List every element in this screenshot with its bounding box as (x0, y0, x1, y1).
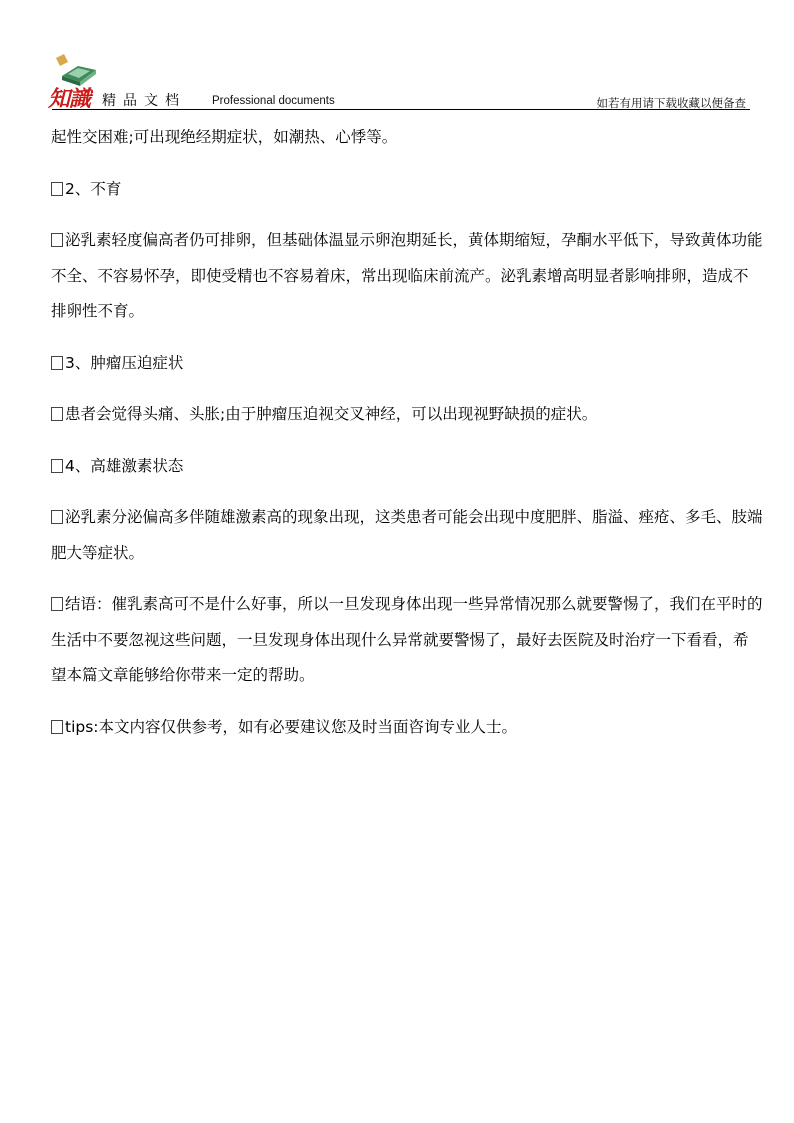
checkbox-glyph-icon (51, 720, 63, 734)
header-note: 如若有用请下载收藏以便备查 (596, 96, 746, 110)
checkbox-glyph-icon (51, 356, 63, 370)
paragraph (51, 223, 763, 330)
checkbox-glyph-icon (51, 407, 63, 421)
header-title: 精品文档 (102, 93, 186, 109)
header-subtitle: Professional documents (212, 95, 335, 107)
paragraph-text: 泌乳素分泌偏高多伴随雄激素高的现象出现，这类患者可能会出现中度肥胖、脂溢、痤疮、多毛、肢端肥大等症状。 (51, 508, 763, 562)
header-divider (52, 109, 750, 110)
conclusion-paragraph (51, 587, 763, 694)
document-body (51, 120, 763, 745)
checkbox-glyph-icon (51, 597, 63, 611)
checkbox-glyph-icon (51, 459, 63, 473)
paragraph (51, 120, 763, 156)
checkbox-glyph-icon (51, 510, 63, 524)
checkbox-glyph-icon (51, 182, 63, 196)
paragraph-text: 起性交困难;可出现绝经期症状，如潮热、心悸等。 (51, 128, 398, 146)
section-heading (51, 449, 763, 485)
logo-text: 知識 (48, 86, 91, 112)
heading-text: 3、肿瘤压迫症状 (65, 353, 184, 372)
section-heading (51, 346, 763, 382)
heading-text: 2、不育 (65, 179, 122, 198)
section-heading (51, 172, 763, 208)
checkbox-glyph-icon (51, 233, 63, 247)
page-header (48, 54, 750, 110)
paragraph (51, 397, 763, 433)
paragraph-text: 患者会觉得头痛、头胀;由于肿瘤压迫视交叉神经，可以出现视野缺损的症状。 (65, 405, 598, 423)
heading-text: 4、高雄激素状态 (65, 456, 184, 475)
paragraph-text: tips:本文内容仅供参考，如有必要建议您及时当面咨询专业人士。 (65, 717, 518, 736)
tips-paragraph (51, 710, 763, 746)
paragraph-text: 结语：催乳素高可不是什么好事，所以一旦发现身体出现一些异常情况那么就要警惕了，我们在平时的生活中不要忽视这些问题，一旦发现身体出现什么异常就要警惕了，最好去医院及时治疗一下看看，希望本篇文章能够给你带来一定的帮助。 (51, 595, 763, 684)
paragraph-text: 泌乳素轻度偏高者仍可排卵，但基础体温显示卵泡期延长，黄体期缩短，孕酮水平低下，导致黄体功能不全、不容易怀孕，即使受精也不容易着床，常出现临床前流产。泌乳素增高明显者影响排卵，造成不排卵性不育。 (51, 231, 763, 320)
paragraph (51, 500, 763, 571)
